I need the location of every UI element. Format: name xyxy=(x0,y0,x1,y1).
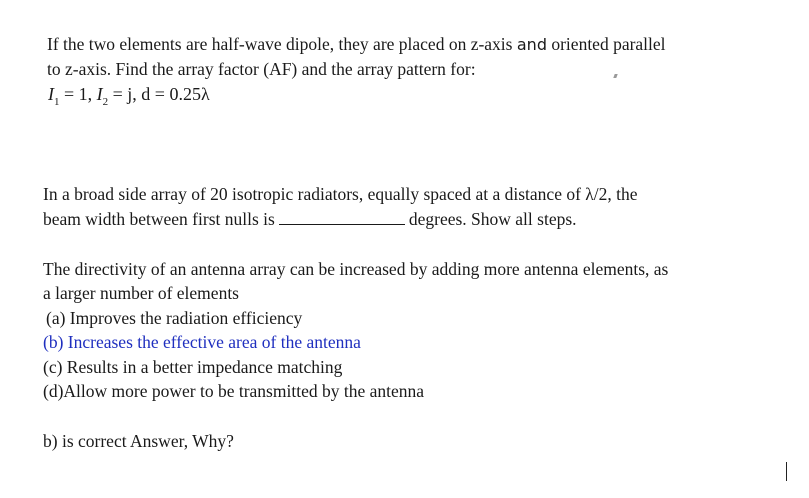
option-c: (c) Results in a better impedance matching xyxy=(43,357,343,377)
eq-current-symbol-1: I xyxy=(48,84,54,104)
option-b-selected: (b) Increases the effective area of the antenna xyxy=(43,332,361,352)
question3-line1: The directivity of an antenna array can be increased by adding more antenna elements, as xyxy=(43,259,669,279)
eq-current-symbol-2: I xyxy=(96,84,103,104)
question1-line1-text: If the two elements are half-wave dipole, they are placed on z-axis xyxy=(47,34,517,54)
question1-line1-sans-text: and xyxy=(516,35,547,54)
option-d: (d)Allow more power to be transmitted by the antenna xyxy=(43,381,425,401)
option-a: (a) Improves the radiation efficiency xyxy=(46,308,303,328)
answer-prompt: b) is correct Answer, Why? xyxy=(43,431,234,451)
eq-subscript-2: 2 xyxy=(102,96,109,108)
stray-mark xyxy=(613,74,617,78)
question2-line2-end: degrees. Show all steps. xyxy=(408,209,577,229)
answer-blank[interactable] xyxy=(279,208,405,225)
question3-line2: a larger number of elements xyxy=(43,283,239,303)
question1-line1-end-text: oriented parallel xyxy=(546,34,666,54)
eq-value-1: = 1, xyxy=(59,84,97,104)
question2-line2 xyxy=(43,208,577,230)
question1-line1 xyxy=(47,33,666,56)
question2-line2-start: beam width between first nulls is xyxy=(43,209,275,229)
text-cursor[interactable] xyxy=(786,462,787,481)
question1-line2: to z-axis. Find the array factor (AF) and the array pattern for: xyxy=(47,59,476,79)
question1-equation xyxy=(48,83,210,108)
eq-value-2: = j, d = 0.25λ xyxy=(108,84,210,104)
question2-line1: In a broad side array of 20 isotropic radiators, equally spaced at a distance of λ/2, the xyxy=(43,184,638,204)
eq-subscript-1: 1 xyxy=(54,96,60,108)
